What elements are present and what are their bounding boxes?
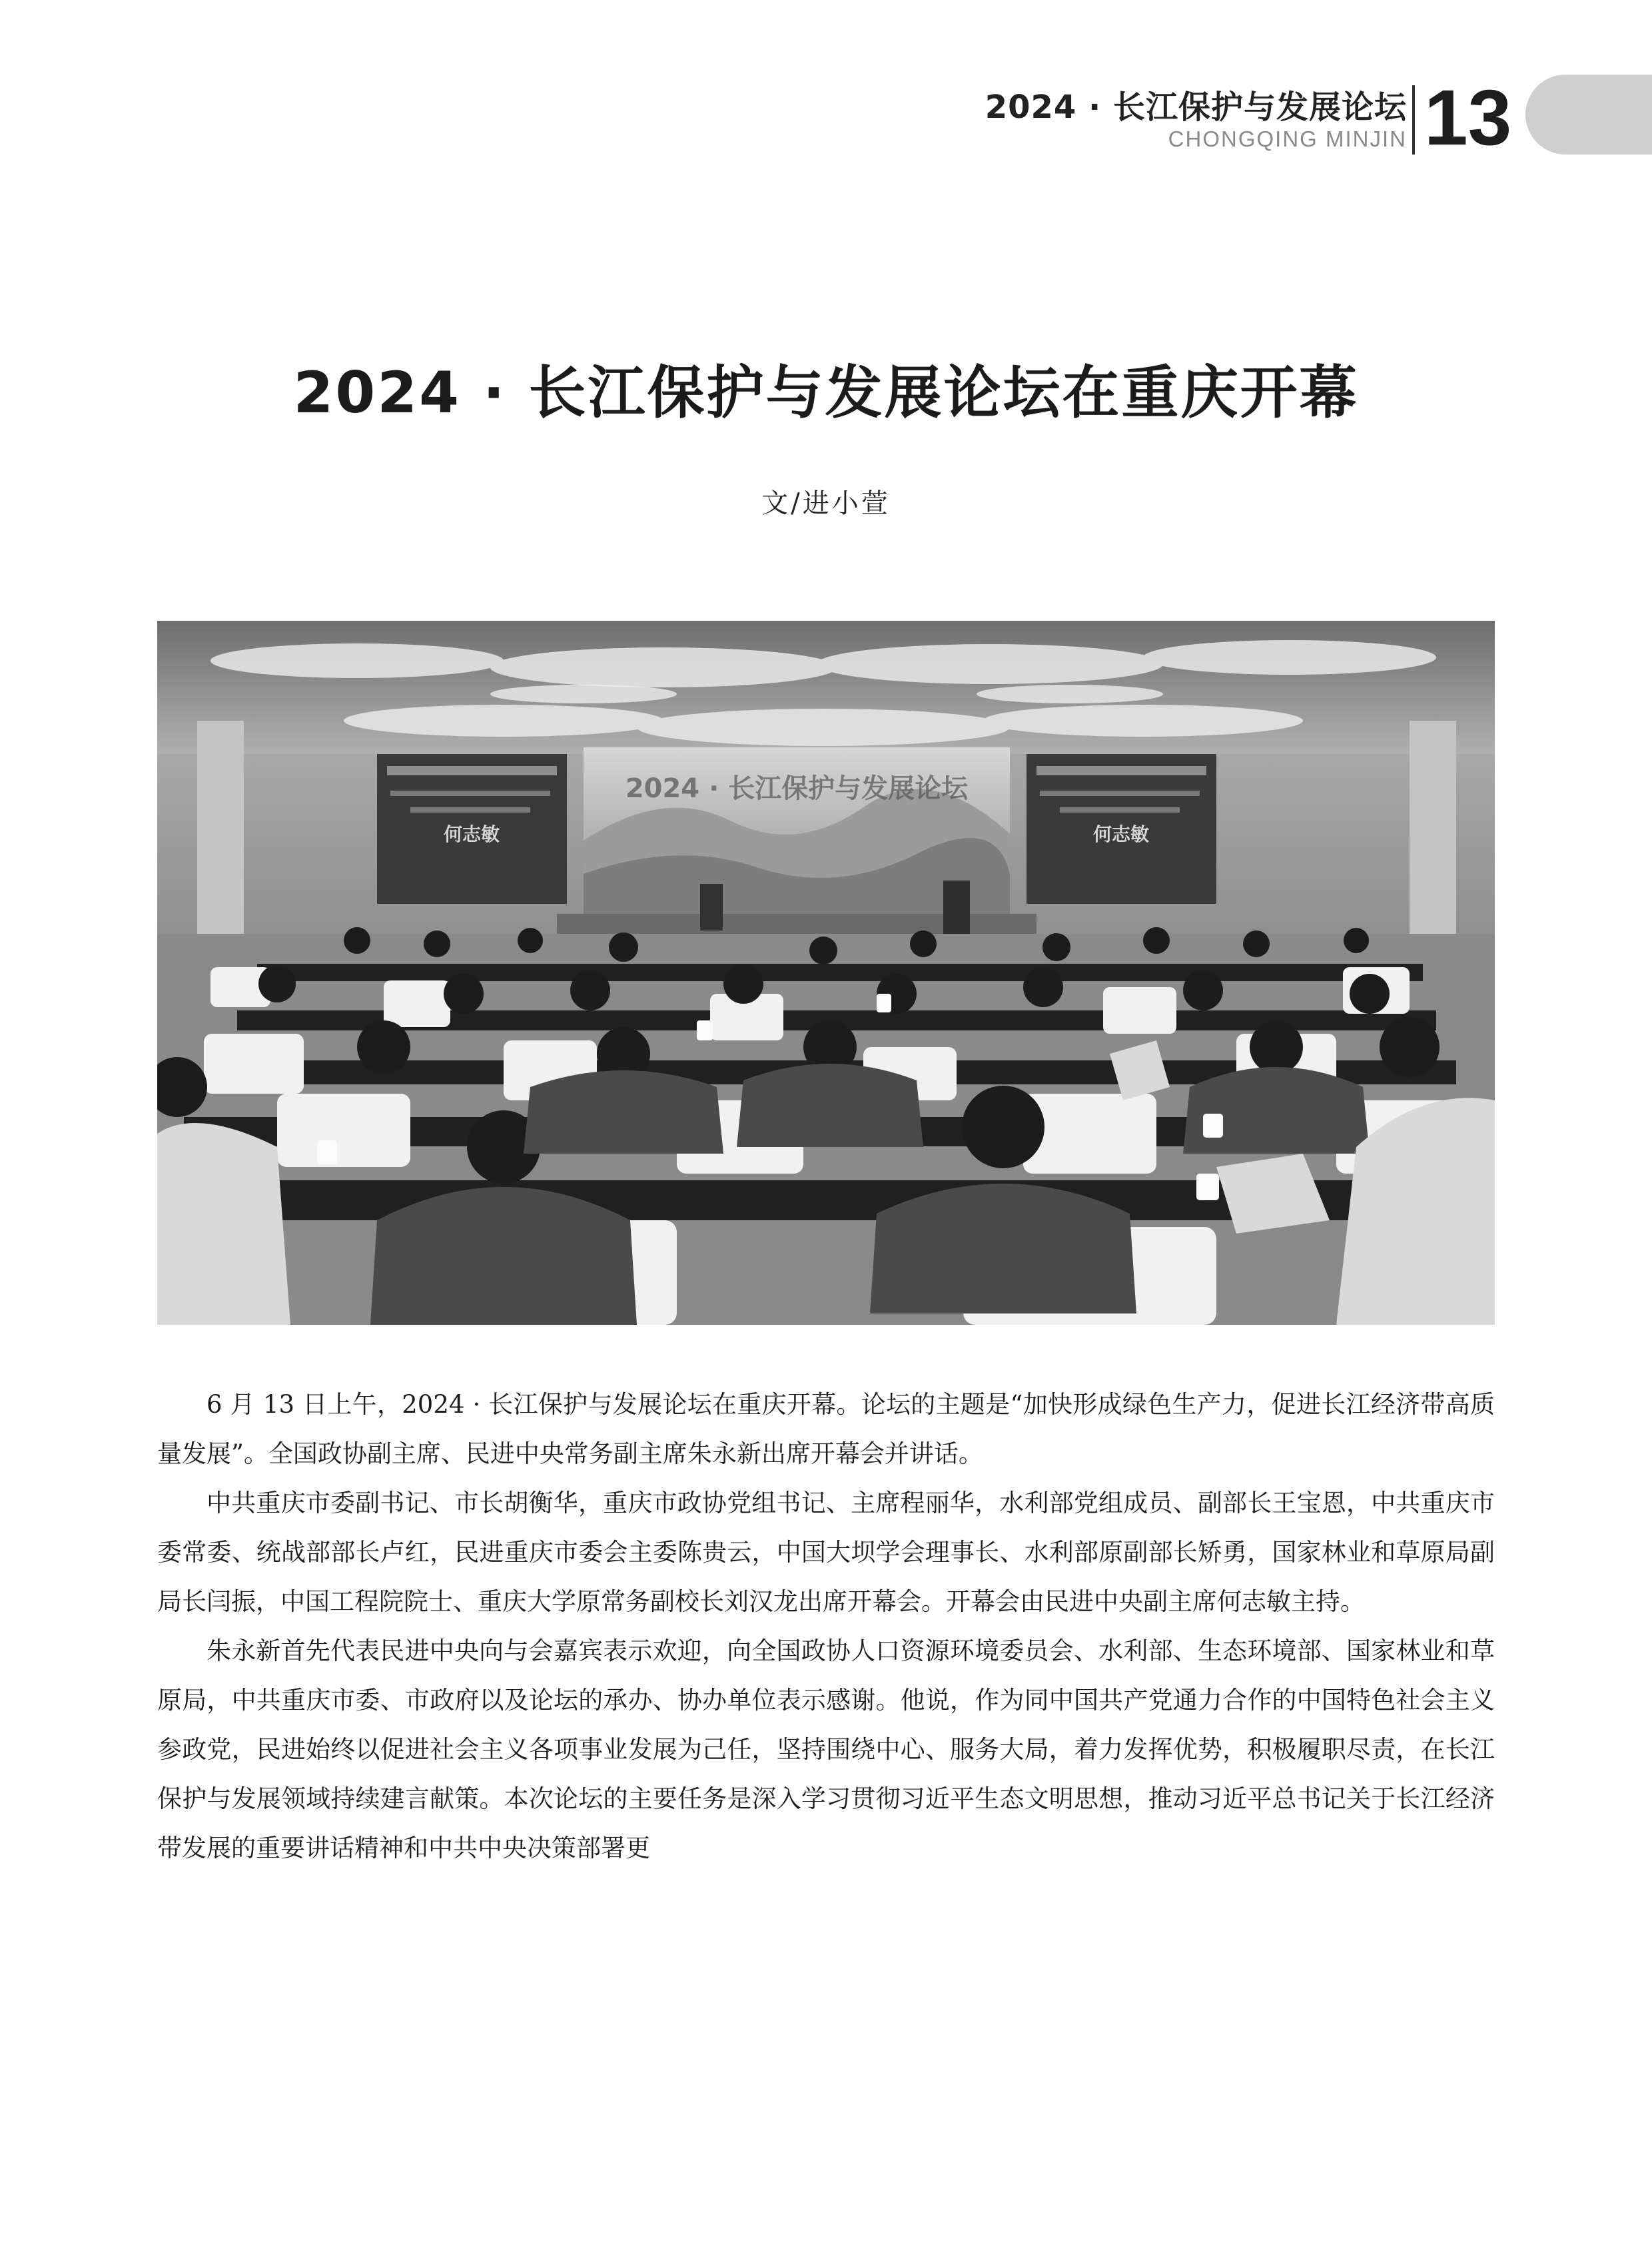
left-screen-name: 何志敏 bbox=[443, 823, 500, 845]
running-header-subtitle: CHONGQING MINJIN bbox=[1168, 127, 1407, 151]
page-edge-tab bbox=[1525, 75, 1652, 155]
paragraph: 朱永新首先代表民进中央向与会嘉宾表示欢迎，向全国政协人口资源环境委员会、水利部、生态环境部、国家林业和草原局，中共重庆市委、市政府以及论坛的承办、协办单位表示感谢。他说，作为同中国共产党通力合作的中国特色社会主义参政党，民进始终以促进社会主义各项事业发展为己任，坚持围绕中心、服务大局，着力发挥优势，积极履职尽责，在长江保护与发展领域持续建言献策。本次论坛的主要任务是深入学习贯彻习近平生态文明思想，推动习近平总书记关于长江经济带发展的重要讲话精神和中共中央决策部署更 bbox=[157, 1637, 1495, 1862]
running-header-title: 2024 · 长江保护与发展论坛 bbox=[985, 89, 1407, 126]
conference-photo bbox=[157, 621, 1495, 1325]
header-divider bbox=[1412, 85, 1415, 155]
page-number: 13 bbox=[1424, 74, 1512, 162]
article-byline: 文/进小萱 bbox=[761, 488, 891, 519]
right-screen-name: 何志敏 bbox=[1092, 823, 1150, 845]
article-body bbox=[157, 1380, 1495, 1873]
paragraph: 6 月 13 日上午，2024 · 长江保护与发展论坛在重庆开幕。论坛的主题是“加快形成绿色生产力，促进长江经济带高质量发展”。全国政协副主席、民进中央常务副主席朱永新出席开幕会并讲话。 bbox=[157, 1390, 1495, 1468]
paragraph: 中共重庆市委副书记、市长胡衡华，重庆市政协党组书记、主席程丽华，水利部党组成员、副部长王宝恩，中共重庆市委常委、统战部部长卢红，民进重庆市委会主委陈贵云，中国大坝学会理事长、水利部原副部长矫勇，国家林业和草原局副局长闫振，中国工程院院士、重庆大学原常务副校长刘汉龙出席开幕会。开幕会由民进中央副主席何志敏主持。 bbox=[157, 1489, 1495, 1616]
center-screen-text: 2024 · 长江保护与发展论坛 bbox=[625, 773, 969, 804]
article-title: 2024 · 长江保护与发展论坛在重庆开幕 bbox=[293, 360, 1359, 426]
